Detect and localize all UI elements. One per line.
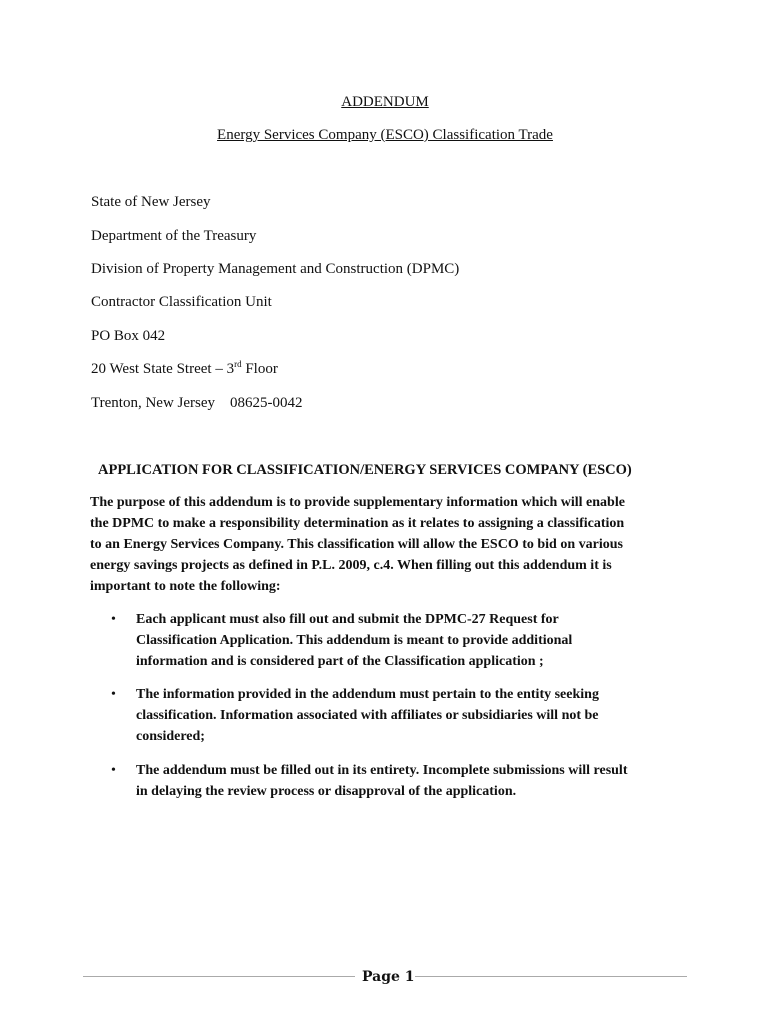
- bullet-line: Each applicant must also fill out and submit the DPMC-27 Request for: [136, 612, 559, 627]
- intro-line: to an Energy Services Company. This classification will allow the ESCO to bid on various: [90, 537, 623, 552]
- address-department: Department of the Treasury: [91, 228, 257, 244]
- bullet-line: Classification Application. This addendum is meant to provide additional: [136, 633, 573, 648]
- bullet-line: considered;: [136, 729, 205, 744]
- bullet-line: The information provided in the addendum must pertain to the entity seeking: [136, 687, 599, 702]
- street-floor: Floor: [241, 361, 278, 377]
- section-title: APPLICATION FOR CLASSIFICATION/ENERGY SERVICES COMPANY (ESCO): [98, 462, 632, 478]
- intro-line: energy savings projects as defined in P.L. 2009, c.4. When filling out this addendum it is: [90, 558, 612, 573]
- bullet-icon: •: [111, 763, 116, 778]
- address-state: State of New Jersey: [91, 194, 211, 210]
- address-city: Trenton, New Jersey 08625-0042: [91, 395, 303, 411]
- bullet-line: information and is considered part of the Classification application ;: [136, 654, 544, 669]
- intro-line: important to note the following:: [90, 579, 281, 594]
- address-po-box: PO Box 042: [91, 328, 166, 344]
- bullet-icon: •: [111, 687, 116, 702]
- street-text: 20 West State Street – 3: [91, 361, 235, 377]
- page-number: Page 1: [362, 969, 415, 985]
- document-title: ADDENDUM: [341, 94, 429, 110]
- bullet-icon: •: [111, 612, 116, 627]
- document-subtitle: Energy Services Company (ESCO) Classification Trade: [217, 127, 553, 143]
- street-ordinal: rd: [234, 359, 242, 369]
- intro-line: the DPMC to make a responsibility determination as it relates to assigning a classification: [90, 516, 625, 531]
- bullet-line: classification. Information associated with affiliates or subsidiaries will not be: [136, 708, 599, 723]
- address-unit: Contractor Classification Unit: [91, 294, 272, 310]
- address-street: [91, 360, 278, 378]
- address-division: Division of Property Management and Construction (DPMC): [91, 261, 460, 277]
- bullet-line: The addendum must be filled out in its entirety. Incomplete submissions will result: [136, 763, 628, 778]
- bullet-line: in delaying the review process or disapproval of the application.: [136, 784, 517, 799]
- intro-line: The purpose of this addendum is to provide supplementary information which will enable: [90, 495, 625, 510]
- footer-rule-right: [415, 976, 687, 977]
- footer-rule-left: [83, 976, 355, 977]
